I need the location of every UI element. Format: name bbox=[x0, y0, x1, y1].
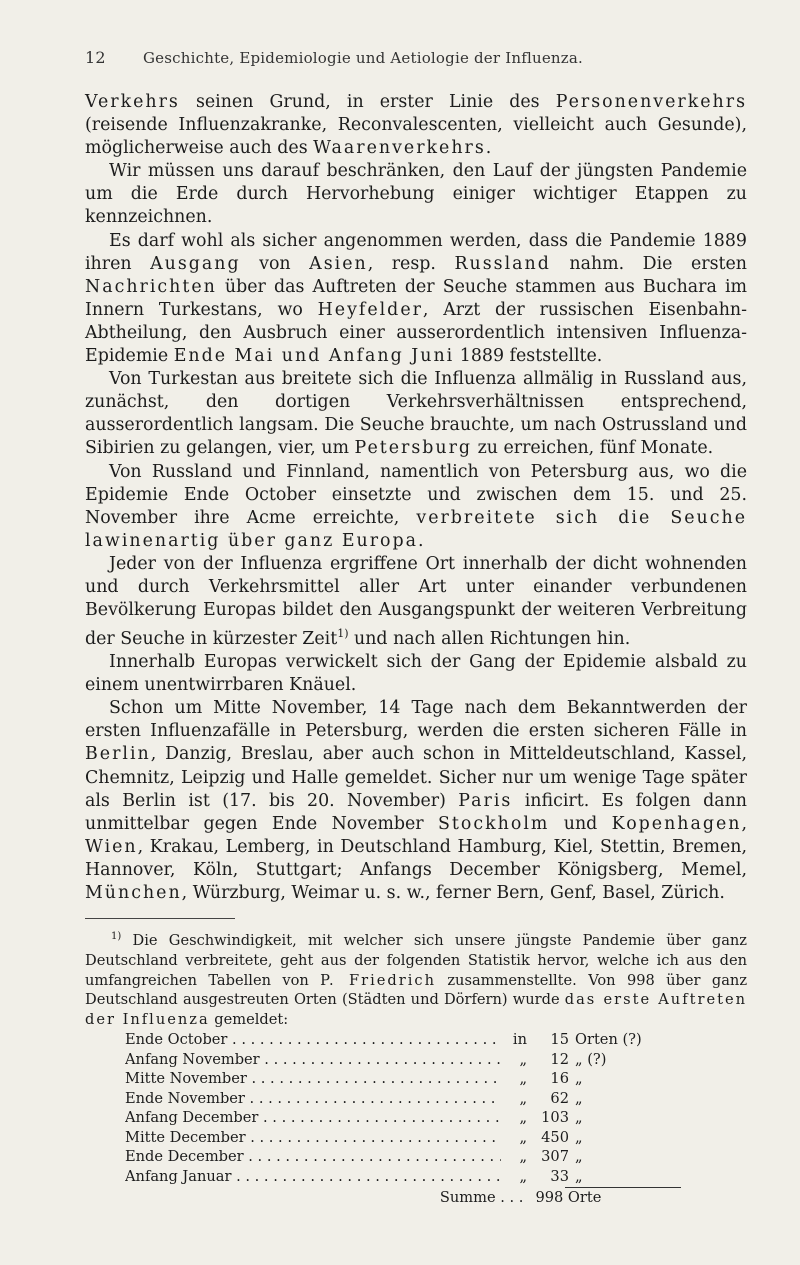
footnote-marker: 1) bbox=[337, 627, 349, 641]
table-row bbox=[125, 1147, 645, 1167]
row-unit: „ bbox=[575, 1168, 583, 1186]
table-row bbox=[125, 1050, 645, 1070]
text-run: Schon um Mitte November, 14 Tage nach dem Bekanntwerden der ersten Influenzafälle in Petersburg, werden die ersten sicheren Fälle in bbox=[85, 698, 747, 742]
text-run: nahm. Die ersten bbox=[550, 253, 747, 274]
spaced-emphasis: Russland bbox=[454, 253, 551, 274]
row-label: Mitte November . . . bbox=[125, 1069, 501, 1089]
paragraph bbox=[85, 651, 747, 697]
text-run: , Danzig, Breslau, aber auch schon in Mitteldeutschland, Kassel, Chemnitz, Leipzig und Halle gemeldet. Sicher nur um wenige Tage später als Berlin ist (17. bis 20. November) bbox=[85, 744, 747, 811]
row-count: 16 bbox=[550, 1070, 569, 1088]
row-count: 12 bbox=[550, 1050, 569, 1068]
book-page bbox=[85, 48, 747, 1207]
text-run: Die Geschwindigkeit, mit welcher sich unsere jüngste Pandemie über ganz Deutschland verbreitete, geht aus der folgenden Statistik hervor, welche ich aus den umfangreichen Tabellen von bbox=[85, 931, 747, 989]
row-label: Anfang Januar . . . bbox=[125, 1167, 501, 1187]
table-row bbox=[125, 1069, 645, 1089]
row-unit: „ bbox=[575, 1089, 583, 1107]
paragraph bbox=[85, 160, 747, 229]
footnote-rule bbox=[85, 918, 235, 919]
spaced-emphasis: Wien bbox=[85, 836, 138, 857]
text-run: Von Turkestan aus breitete sich die Influenza allmälig in Russland aus, zunächst, den dortigen Verkehrsverhältnissen entsprechend, ausserordentlich langsam. Die Seuche brauchte, um nach Ostrussland und Sibirien zu gelangen, vier, um bbox=[85, 369, 747, 459]
sum-value: 998 Orte bbox=[535, 1188, 602, 1206]
spaced-emphasis: Ausgang bbox=[150, 253, 241, 274]
text-run: Jeder von der Influenza ergriffene Ort innerhalb der dicht wohnenden und durch Verkehrsmittel aller Art unter einander verbundenen Bevölkerung Europas bildet den Ausgangspunkt der weiteren Verbreitung der Seuche in kürzester Zeit bbox=[85, 553, 747, 649]
table-row bbox=[125, 1030, 645, 1050]
paragraph bbox=[85, 91, 747, 160]
row-count: 307 bbox=[541, 1148, 569, 1166]
paragraph bbox=[85, 461, 747, 553]
spaced-emphasis: Ende Mai und Anfang Juni bbox=[173, 346, 455, 367]
spaced-emphasis: Nachrichten bbox=[85, 276, 217, 297]
sum-label: Summe . . . bbox=[439, 1188, 524, 1206]
table-row bbox=[125, 1167, 645, 1187]
body-text bbox=[85, 91, 747, 905]
paragraph bbox=[85, 368, 747, 460]
text-run: Von Russland und Finnland, namentlich von Petersburg aus, wo die Epidemie Ende October einsetzte und zwischen dem 15. und 25. November ihre Acme erreichte, bbox=[85, 461, 747, 528]
spaced-emphasis: P. Friedrich bbox=[320, 971, 436, 989]
page-number: 12 bbox=[85, 48, 106, 67]
row-label: Ende November . . . bbox=[125, 1089, 501, 1109]
row-count: 450 bbox=[541, 1128, 569, 1146]
spaced-emphasis: Personenverkehrs bbox=[555, 92, 747, 112]
spaced-emphasis: Waarenverkehrs bbox=[313, 138, 486, 159]
text-run: , resp. bbox=[367, 253, 455, 274]
row-prefix: „ bbox=[519, 1128, 527, 1146]
text-run: , Würzburg, Weimar u. s. w., ferner Bern, Genf, Basel, Zürich. bbox=[181, 882, 725, 903]
paragraph bbox=[85, 553, 747, 651]
row-unit: „ bbox=[575, 1128, 583, 1146]
text-run: zu erreichen, fünf Monate. bbox=[472, 438, 714, 459]
sum-row bbox=[125, 1188, 645, 1208]
spaced-emphasis: Petersburg bbox=[354, 438, 473, 459]
text-run: . bbox=[418, 530, 424, 551]
text-run: von bbox=[240, 253, 310, 274]
spaced-emphasis: Verkehrs bbox=[85, 92, 180, 112]
spaced-emphasis: München bbox=[85, 882, 182, 903]
text-run: , Arzt der russischen Eisenbahn-Abtheilung, den Ausbruch einer ausserordentlich intensiven Influenza-Epidemie bbox=[85, 299, 747, 367]
footnote-paragraph bbox=[85, 927, 747, 1030]
text-run: über das Auftreten der Seuche stammen aus Buchara im Innern Turkestans, wo bbox=[85, 276, 747, 320]
footnote bbox=[85, 927, 747, 1207]
row-prefix: „ bbox=[519, 1070, 527, 1088]
table-row bbox=[125, 1108, 645, 1128]
table-row bbox=[125, 1128, 645, 1148]
row-count: 62 bbox=[550, 1089, 569, 1107]
paragraph bbox=[85, 230, 747, 369]
row-unit: „ bbox=[575, 1070, 583, 1088]
row-prefix: „ bbox=[519, 1109, 527, 1127]
row-unit: „ bbox=[575, 1148, 583, 1166]
row-label: Ende October . . . bbox=[125, 1030, 501, 1050]
text-run: seinen Grund, in erster Linie des bbox=[179, 92, 556, 112]
text-run: und nach allen Richtungen hin. bbox=[348, 628, 631, 649]
spaced-emphasis: Berlin bbox=[85, 744, 151, 765]
spaced-emphasis: Stockholm bbox=[438, 813, 550, 834]
running-title: Geschichte, Epidemiologie und Aetiologie der Influenza. bbox=[143, 49, 583, 67]
row-label: Mitte December . . . bbox=[125, 1128, 501, 1148]
row-unit: Orten (?) bbox=[575, 1030, 642, 1048]
row-prefix: „ bbox=[519, 1168, 527, 1186]
row-count: 103 bbox=[541, 1109, 569, 1127]
spaced-emphasis: Paris bbox=[458, 790, 513, 811]
table-row bbox=[125, 1089, 645, 1109]
row-prefix: „ bbox=[519, 1148, 527, 1166]
text-run: , bbox=[741, 813, 748, 834]
text-run: zusammenstellte. Von 998 über ganz Deutschland ausgestreuten Orten (Städten und Dörfern) wurde bbox=[85, 971, 748, 1009]
running-header bbox=[85, 48, 747, 67]
row-label: Anfang November . . . bbox=[125, 1050, 501, 1070]
text-run: , Krakau, Lemberg, in Deutschland Hamburg, Kiel, Stettin, Bremen, Hannover, Köln, Stuttgart; Anfangs December Königsberg, Memel, bbox=[85, 836, 747, 880]
row-count: 15 bbox=[550, 1030, 569, 1048]
row-count: 33 bbox=[550, 1168, 569, 1186]
text-run: Es darf wohl als sicher angenommen werden, dass die Pandemie 1889 ihren bbox=[85, 230, 747, 274]
spaced-emphasis: Asien bbox=[309, 253, 368, 274]
text-run: gemeldet: bbox=[209, 1011, 289, 1029]
text-run: und bbox=[549, 813, 612, 834]
row-unit: „ bbox=[575, 1109, 583, 1127]
row-label: Ende December . . . bbox=[125, 1147, 501, 1167]
text-run: inficirt. Es folgen dann unmittelbar gegen Ende November bbox=[85, 790, 747, 834]
row-prefix: „ bbox=[519, 1050, 527, 1068]
row-unit: „ (?) bbox=[575, 1050, 607, 1068]
spaced-emphasis: Kopenhagen bbox=[611, 813, 742, 834]
footnote-marker: 1) bbox=[111, 931, 122, 943]
spaced-emphasis: das erste Auftreten der Influenza bbox=[85, 991, 747, 1029]
row-label: Anfang December . . . bbox=[125, 1108, 501, 1128]
row-prefix: in bbox=[512, 1030, 527, 1048]
text-run: 1889 feststellte. bbox=[454, 346, 603, 367]
text-run: (reisende Influenzakranke, Reconvalescenten, vielleicht auch Gesunde), möglicherweise auch des bbox=[85, 115, 747, 159]
text-run: Wir müssen uns darauf beschränken, den Lauf der jüngsten Pandemie um die Erde durch Hervorhebung einiger wichtiger Etappen zu kennzeichnen. bbox=[85, 161, 747, 228]
statistics-sum bbox=[125, 1187, 747, 1208]
row-prefix: „ bbox=[519, 1089, 527, 1107]
text-run: Innerhalb Europas verwickelt sich der Gang der Epidemie alsbald zu einem unentwirrbaren Knäuel. bbox=[85, 652, 747, 696]
paragraph bbox=[85, 697, 747, 905]
spaced-emphasis: verbreitete sich die Seuche lawinenartig über ganz Europa bbox=[85, 507, 747, 551]
statistics-table bbox=[125, 1030, 747, 1187]
spaced-emphasis: Heyfelder bbox=[317, 299, 423, 320]
text-run: . bbox=[485, 138, 492, 159]
